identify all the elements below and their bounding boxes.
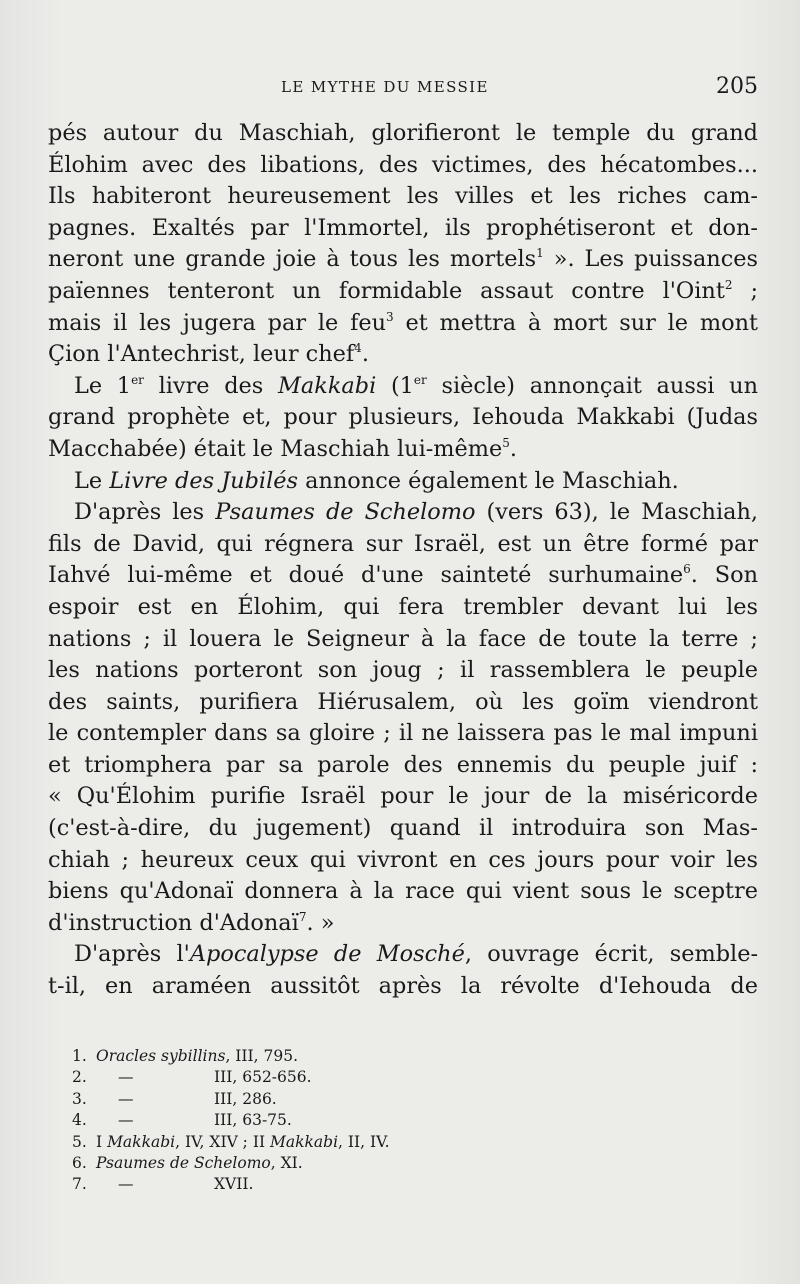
text-run: ; <box>732 277 758 304</box>
italic-text: Oracles sybillins <box>96 1047 226 1065</box>
text-run: . <box>509 435 518 462</box>
text-run: ». Les puissances <box>543 246 758 273</box>
footnote-ref: 5 <box>502 435 510 450</box>
text-run: livre des <box>143 372 278 399</box>
text-run: Le 1 <box>74 372 132 399</box>
text-run: nations ; il louera le Seigneur à la face de toute la terre ; <box>48 625 758 652</box>
text-line <box>48 529 758 561</box>
text-run: Çion l'Antechrist, leur chef <box>48 341 355 368</box>
footnote <box>72 1132 572 1153</box>
italic-text: Makkabi <box>107 1132 176 1151</box>
text-run: des saints, purifiera Hiérusalem, où les goïm viendront <box>48 688 758 715</box>
text-line <box>48 939 758 971</box>
footnotes <box>72 1046 572 1196</box>
text-line <box>48 813 758 845</box>
italic-text: Makkabi <box>270 1132 339 1151</box>
text-run: biens qu'Adonaï donnera à la race qui vient sous le sceptre <box>48 878 758 905</box>
footnote-ref: er <box>131 372 144 387</box>
text-run: III, 652-656. <box>214 1068 312 1087</box>
text-line <box>48 908 758 940</box>
text-line <box>48 592 758 624</box>
page-header <box>48 74 758 104</box>
footnote-ref: 6 <box>683 562 691 577</box>
text-run: (1 <box>376 372 414 399</box>
ditto-dash: — <box>118 1175 134 1194</box>
text-run: D'après <box>74 941 177 968</box>
text-line <box>48 181 758 213</box>
text-line <box>48 434 758 466</box>
text-run: neront une grande joie à tous les mortels <box>48 246 537 273</box>
text-line <box>48 624 758 656</box>
text-line <box>48 371 758 403</box>
footnote <box>72 1110 572 1131</box>
text-run: (c'est-à-dire, du jugement) quand il introduira son Mas- <box>48 815 758 842</box>
text-run: le contempler dans sa gloire ; il ne laissera pas le mal impuni <box>48 720 758 747</box>
text-run: grand prophète et, pour plusieurs, Iehouda Makkabi (Judas <box>48 404 758 431</box>
footnote-ref: 1 <box>536 246 544 261</box>
italic-text: Livre des Jubilés <box>109 467 298 494</box>
footnote-number: 2. <box>72 1068 87 1087</box>
footnote <box>72 1089 572 1110</box>
footnote-ref: er <box>413 372 427 387</box>
text-run: Macchabée) était le Maschiah lui-même <box>48 435 503 462</box>
text-run: , III, 795. <box>225 1047 299 1065</box>
text-line <box>48 308 758 340</box>
text-line <box>48 971 758 1003</box>
text-run: l' <box>176 941 190 968</box>
text-run: siècle) annonçait aussi un <box>426 372 759 399</box>
text-run: XVII. <box>214 1175 254 1194</box>
text-run: III, 63-75. <box>214 1111 292 1130</box>
text-line <box>48 118 758 150</box>
text-run: les nations porteront son joug ; il rassemblera le peuple <box>48 657 758 684</box>
footnote <box>72 1153 572 1174</box>
footnote <box>72 1174 572 1195</box>
text-run: païennes tenteront un formidable assaut contre l'Oint <box>48 277 725 304</box>
running-title: LE MYTHE DU MESSIE <box>281 78 489 96</box>
italic-text: Psaumes de Schelomo <box>96 1153 271 1172</box>
footnote-ref: 2 <box>724 277 733 292</box>
text-line <box>48 339 758 371</box>
text-run: , II, IV. <box>338 1132 390 1151</box>
text-run: et triomphera par sa parole des ennemis du peuple juif : <box>48 751 758 778</box>
text-run: , ouvrage écrit, semble- <box>464 941 759 968</box>
ditto-dash: — <box>118 1068 134 1087</box>
footnote <box>72 1046 572 1067</box>
footnote-number: 4. <box>72 1111 87 1130</box>
ditto-dash: — <box>118 1089 134 1108</box>
body-text <box>48 118 758 1003</box>
text-line <box>48 750 758 782</box>
text-run: t-il, en araméen aussitôt après la révolte d'Iehouda de <box>48 973 758 1000</box>
text-line <box>48 213 758 245</box>
text-run: , XI. <box>270 1153 303 1172</box>
ditto-dash: — <box>118 1111 134 1130</box>
footnote-number: 3. <box>72 1089 87 1108</box>
text-run: d'instruction d'Adonaï <box>48 909 299 936</box>
text-run: pés autour du Maschiah, glorifieront le temple du grand <box>48 120 758 146</box>
text-run: Le <box>74 467 110 494</box>
text-line <box>48 244 758 276</box>
text-run: (vers 63), le Maschiah, <box>475 499 758 526</box>
text-run: . » <box>306 909 335 936</box>
text-run: chiah ; heureux ceux qui vivront en ces jours pour voir les <box>48 846 758 873</box>
text-run: . Son <box>690 562 758 589</box>
text-run: I <box>96 1132 108 1151</box>
text-line <box>48 687 758 719</box>
page-number: 205 <box>716 74 758 99</box>
footnote-ref: 4 <box>354 341 362 356</box>
text-line <box>48 876 758 908</box>
text-run: fils de David, qui régnera sur Israël, est un être formé par <box>48 530 758 557</box>
text-run: annonce également le Maschiah. <box>298 467 679 494</box>
text-line <box>48 497 758 529</box>
text-line <box>48 560 758 592</box>
text-line <box>48 150 758 182</box>
text-run: Ils habiteront heureusement les villes et les riches cam- <box>48 183 758 210</box>
italic-text: Makkabi <box>277 372 377 399</box>
text-run: III, 286. <box>214 1089 277 1108</box>
text-run: D'après les <box>74 499 216 526</box>
text-run: espoir est en Élohim, qui fera trembler devant lui les <box>48 593 758 620</box>
italic-text: Apocalypse de Mosché <box>189 941 465 968</box>
text-line <box>48 466 758 498</box>
footnote-number: 5. <box>72 1132 87 1151</box>
text-run: Iahvé lui-même et doué d'une sainteté surhumaine <box>48 562 684 589</box>
text-line <box>48 276 758 308</box>
text-line <box>48 718 758 750</box>
footnote-ref: 3 <box>386 309 394 324</box>
text-run: et mettra à mort sur le mont <box>393 309 758 336</box>
text-line <box>48 402 758 434</box>
text-run: , IV, XIV ; II <box>175 1132 271 1151</box>
footnote-number: 1. <box>72 1047 87 1065</box>
text-run: . <box>361 341 369 368</box>
italic-text: Psaumes de Schelomo <box>215 499 476 526</box>
footnote <box>72 1067 572 1088</box>
text-line <box>48 845 758 877</box>
footnote-number: 7. <box>72 1175 87 1194</box>
text-line <box>48 781 758 813</box>
text-run: pagnes. Exaltés par l'Immortel, ils prophétiseront et don- <box>48 214 758 241</box>
text-run: mais il les jugera par le feu <box>48 309 387 336</box>
text-run: Élohim avec des libations, des victimes, des hécatombes... <box>48 151 758 178</box>
text-run: « Qu'Élohim purifie Israël pour le jour de la miséricorde <box>48 783 758 810</box>
footnote-number: 6. <box>72 1153 87 1172</box>
text-line <box>48 655 758 687</box>
footnote-ref: 7 <box>298 909 307 924</box>
